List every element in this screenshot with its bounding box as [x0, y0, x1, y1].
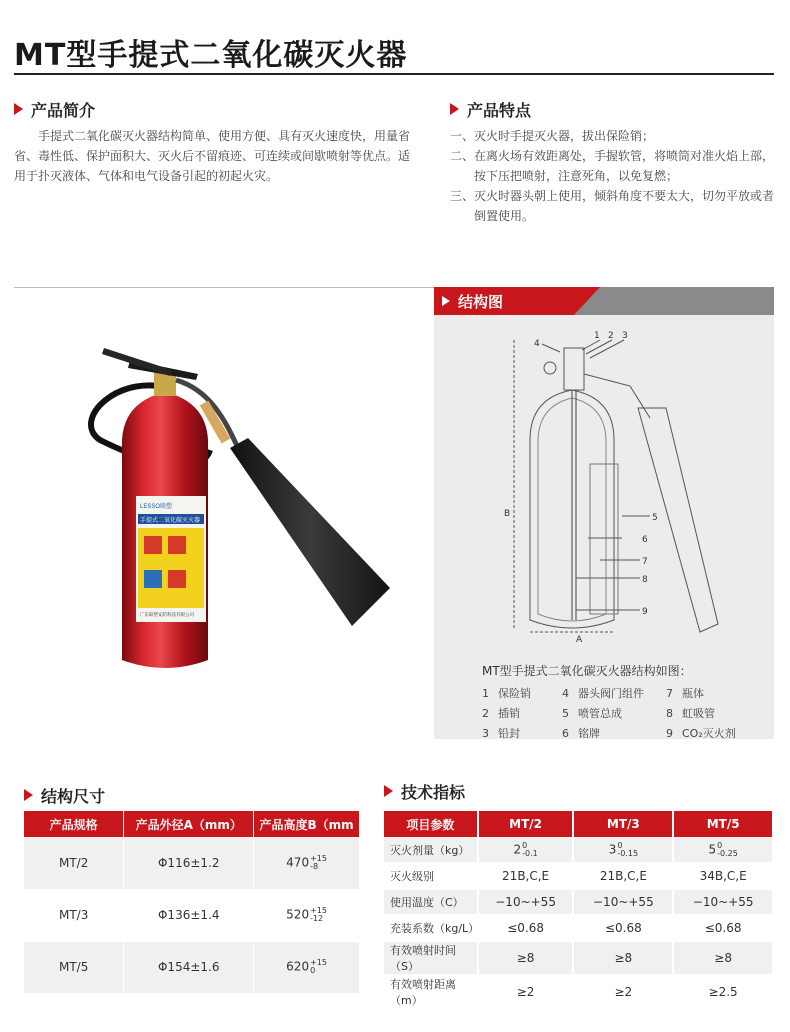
part-name: CO₂灭火剂: [682, 727, 736, 740]
triangle-bullet-icon: [24, 789, 33, 801]
triangle-bullet-icon: [14, 103, 23, 115]
table-cell: MT/2: [24, 837, 124, 889]
carry-handle: [102, 348, 172, 376]
table-cell: ≤0.68: [573, 915, 673, 941]
part-number: 6: [562, 727, 569, 740]
table-header: 产品高度B（mm: [254, 811, 360, 837]
diagram-label: 6: [642, 535, 648, 545]
label-maker: 广东联塑安防科技有限公司: [140, 613, 194, 618]
part-number: 7: [666, 687, 673, 700]
features-list: [450, 126, 780, 226]
table-cell: 34B,C,E: [673, 863, 773, 889]
table-header: 项目参数: [384, 811, 478, 837]
diagram-pin-ring: [544, 362, 556, 374]
feature-item: 一、灭火时手提灭火器，拔出保险销；: [450, 129, 655, 143]
table-cell: Φ136±1.4: [124, 889, 254, 941]
diagram-valve: [564, 348, 584, 390]
intro-heading-label: 产品简介: [31, 101, 96, 120]
table-row: [384, 889, 773, 915]
table-cell: Φ116±1.2: [124, 837, 254, 889]
table-cell: ≥8: [573, 941, 673, 975]
table-row: [24, 889, 360, 941]
table-cell: ≥8: [478, 941, 574, 975]
triangle-bullet-icon: [450, 103, 459, 115]
row-header: 灭火级别: [384, 863, 478, 889]
part-number: 9: [666, 727, 673, 740]
table-cell: MT/3: [24, 889, 124, 941]
table-row: [384, 975, 773, 1009]
diagram-label: 3: [622, 331, 628, 341]
row-header: 充装系数（kg/L）: [384, 915, 478, 941]
table-cell: ≤0.68: [673, 915, 773, 941]
structure-heading: [442, 291, 503, 312]
table-row: [384, 941, 773, 975]
diagram-hose: [584, 374, 650, 418]
part-name: 铭牌: [578, 727, 600, 740]
part-name: 插销: [498, 707, 520, 720]
part-name: 喷管总成: [578, 707, 622, 720]
table-cell: MT/5: [24, 941, 124, 993]
parts-legend: [482, 684, 762, 744]
table-cell: ≥2: [573, 975, 673, 1009]
table-row: [24, 941, 360, 993]
diagram-label: 9: [642, 607, 648, 617]
structure-heading-label: 结构图: [458, 293, 504, 311]
label-brand: LESSO联塑: [140, 504, 173, 510]
part-name: 虹吸管: [682, 707, 715, 720]
intro-text: 手提式二氧化碳灭火器结构简单、使用方便、具有灭火速度快，用量省省、毒性低、保护面积大、灭火后不留痕迹、可连续或间歇喷射等优点。适用于扑灭液体、气体和电气设备引起的初起火灾。: [14, 129, 411, 183]
table-row: [24, 837, 360, 889]
tech-heading-label: 技术指标: [401, 783, 466, 802]
table-cell: ≥8: [673, 941, 773, 975]
table-header: 产品规格: [24, 811, 124, 837]
part-name: 保险销: [498, 687, 531, 700]
table-cell: ≥2.5: [673, 975, 773, 1009]
feature-item: 三、灭火时器头朝上使用，倾斜角度不要太大，切勿平放或者倒置使用。: [450, 189, 775, 223]
table-row: [384, 915, 773, 941]
table-row: [384, 863, 773, 889]
table-cell: −10~+55: [673, 889, 773, 915]
structure-caption: MT型手提式二氧化碳灭火器结构如图：: [482, 664, 692, 678]
part-name: 铅封: [498, 727, 520, 740]
features-heading-label: 产品特点: [467, 101, 532, 120]
tech-table: [384, 811, 774, 1010]
diagram-label: 4: [534, 339, 540, 349]
label-pictogram: [144, 536, 162, 554]
table-header: MT/3: [573, 811, 673, 837]
part-number: 3: [482, 727, 489, 740]
table-cell: 21B,C,E: [478, 863, 574, 889]
diagram-label: 2: [608, 331, 614, 341]
part-name: 瓶体: [682, 687, 704, 700]
table-cell: 620 +15 0: [254, 941, 360, 993]
table-cell: 21B,C,E: [573, 863, 673, 889]
discharge-horn: [230, 438, 390, 626]
features-heading: [450, 98, 531, 121]
feature-item: 二、在离火场有效距离处，手握软管，将喷筒对准火焰上部，按下压把喷射，注意死角，以免复燃；: [450, 149, 775, 183]
diagram-label: 1: [594, 331, 600, 341]
intro-heading: [14, 98, 95, 121]
label-pictogram: [168, 536, 186, 554]
title-divider: [14, 73, 774, 75]
dimensions-heading-label: 结构尺寸: [41, 787, 106, 806]
table-cell: Φ154±1.6: [124, 941, 254, 993]
diagram-label: 7: [642, 557, 648, 567]
part-number: 5: [562, 707, 569, 720]
part-number: 4: [562, 687, 569, 700]
table-cell: 520 +15 -12: [254, 889, 360, 941]
label-pictogram: [144, 570, 162, 588]
tech-heading: [384, 780, 465, 803]
part-number: 2: [482, 707, 489, 720]
section-divider: [14, 287, 434, 288]
table-cell: ≥2: [478, 975, 574, 1009]
table-cell: −10~+55: [478, 889, 574, 915]
diagram-label: 5: [652, 513, 658, 523]
table-cell: 5 0 -0.25: [673, 837, 773, 863]
fire-extinguisher-image: [80, 330, 400, 680]
diagram-label: B: [504, 509, 511, 519]
page-title: MT型手提式二氧化碳灭火器: [14, 38, 408, 73]
row-header: 使用温度（C）: [384, 889, 478, 915]
dimensions-table: [24, 811, 360, 994]
diagram-horn: [638, 408, 718, 632]
structure-diagram: [490, 320, 750, 650]
triangle-bullet-icon: [384, 785, 393, 797]
table-header: 产品外径A（mm）: [124, 811, 254, 837]
part-name: 器头阀门组件: [578, 687, 644, 700]
triangle-bullet-icon: [442, 296, 450, 306]
table-cell: 2 0 -0.1: [478, 837, 574, 863]
table-row: [384, 837, 773, 863]
table-cell: 470 +15 -8: [254, 837, 360, 889]
row-header: 灭火剂量（kg）: [384, 837, 478, 863]
row-header: 有效喷射距离（m）: [384, 975, 478, 1009]
table-cell: −10~+55: [573, 889, 673, 915]
table-header: MT/2: [478, 811, 574, 837]
row-header: 有效喷射时间（S）: [384, 941, 478, 975]
label-pictogram: [168, 570, 186, 588]
dimensions-heading: [24, 784, 105, 807]
diagram-label: A: [576, 635, 583, 645]
table-cell: ≤0.68: [478, 915, 574, 941]
table-cell: 3 0 -0.15: [573, 837, 673, 863]
diagram-label: 8: [642, 575, 648, 585]
part-number: 8: [666, 707, 673, 720]
table-header: MT/5: [673, 811, 773, 837]
structure-header-tab-slant: [574, 287, 600, 315]
part-number: 1: [482, 687, 489, 700]
label-product: 手提式二氧化碳灭火器: [140, 517, 201, 524]
